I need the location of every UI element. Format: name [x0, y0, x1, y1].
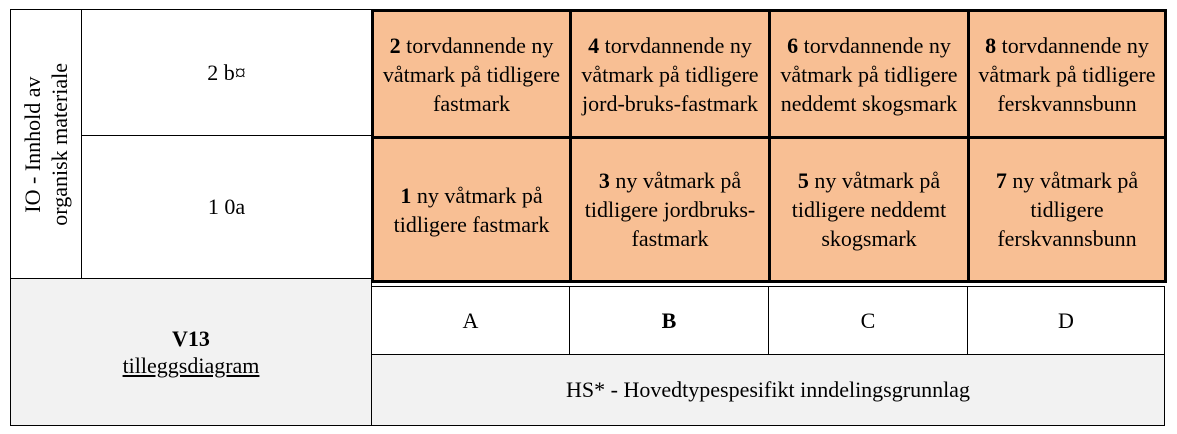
- col-header-d: D: [967, 286, 1165, 355]
- hs-axis-label: HS* - Hovedtypespesifikt inndelingsgrunnlag: [566, 377, 970, 402]
- cell-4: [569, 9, 771, 139]
- io-axis-line2: organisk materiale: [47, 62, 72, 226]
- cell-6: [768, 9, 970, 139]
- row-label-2b: [81, 9, 372, 136]
- cell-text: 3 ny våtmark på tidligere jordbruks-fastmark: [584, 168, 756, 251]
- io-axis-label-cell: [10, 9, 82, 279]
- cell-text: 5 ny våtmark på tidligere neddemt skogsmark: [791, 168, 947, 251]
- cell-text: 1 ny våtmark på tidligere fastmark: [393, 182, 550, 237]
- cell-5: [768, 136, 970, 283]
- cell-2: [371, 9, 572, 139]
- row-label-1-0a: [81, 135, 372, 279]
- cell-text: 4 torvdannende ny våtmark på tidligere jord-bruks-fastmark: [581, 32, 759, 116]
- cell-7: [967, 136, 1167, 283]
- col-header-a: A: [371, 286, 570, 355]
- cell-text: 2 torvdannende ny våtmark på tidligere fastmark: [382, 32, 561, 116]
- cell-8: [967, 9, 1167, 139]
- col-header-c: C: [768, 286, 968, 355]
- row-label-text: 1 0a: [207, 194, 246, 219]
- cell-text: 6 torvdannende ny våtmark på tidligere neddemt skogsmark: [780, 32, 958, 116]
- diagram-label: tilleggsdiagram: [122, 353, 260, 378]
- col-header-b: B: [569, 286, 769, 355]
- io-axis-label: [19, 63, 73, 226]
- cell-text: 8 torvdannende ny våtmark på tidligere ferskvannsbunn: [978, 32, 1156, 116]
- hs-axis-label-cell: [371, 354, 1165, 426]
- cell-text: 7 ny våtmark på tidligere ferskvannsbunn: [995, 168, 1139, 251]
- io-axis-line1: IO - Innhold av: [20, 75, 45, 213]
- diagram-code: V13: [172, 326, 210, 351]
- row-label-text: 2 b¤: [207, 59, 246, 85]
- cell-1: [371, 136, 572, 283]
- cell-3: [569, 136, 771, 283]
- corner-cell: [10, 278, 372, 426]
